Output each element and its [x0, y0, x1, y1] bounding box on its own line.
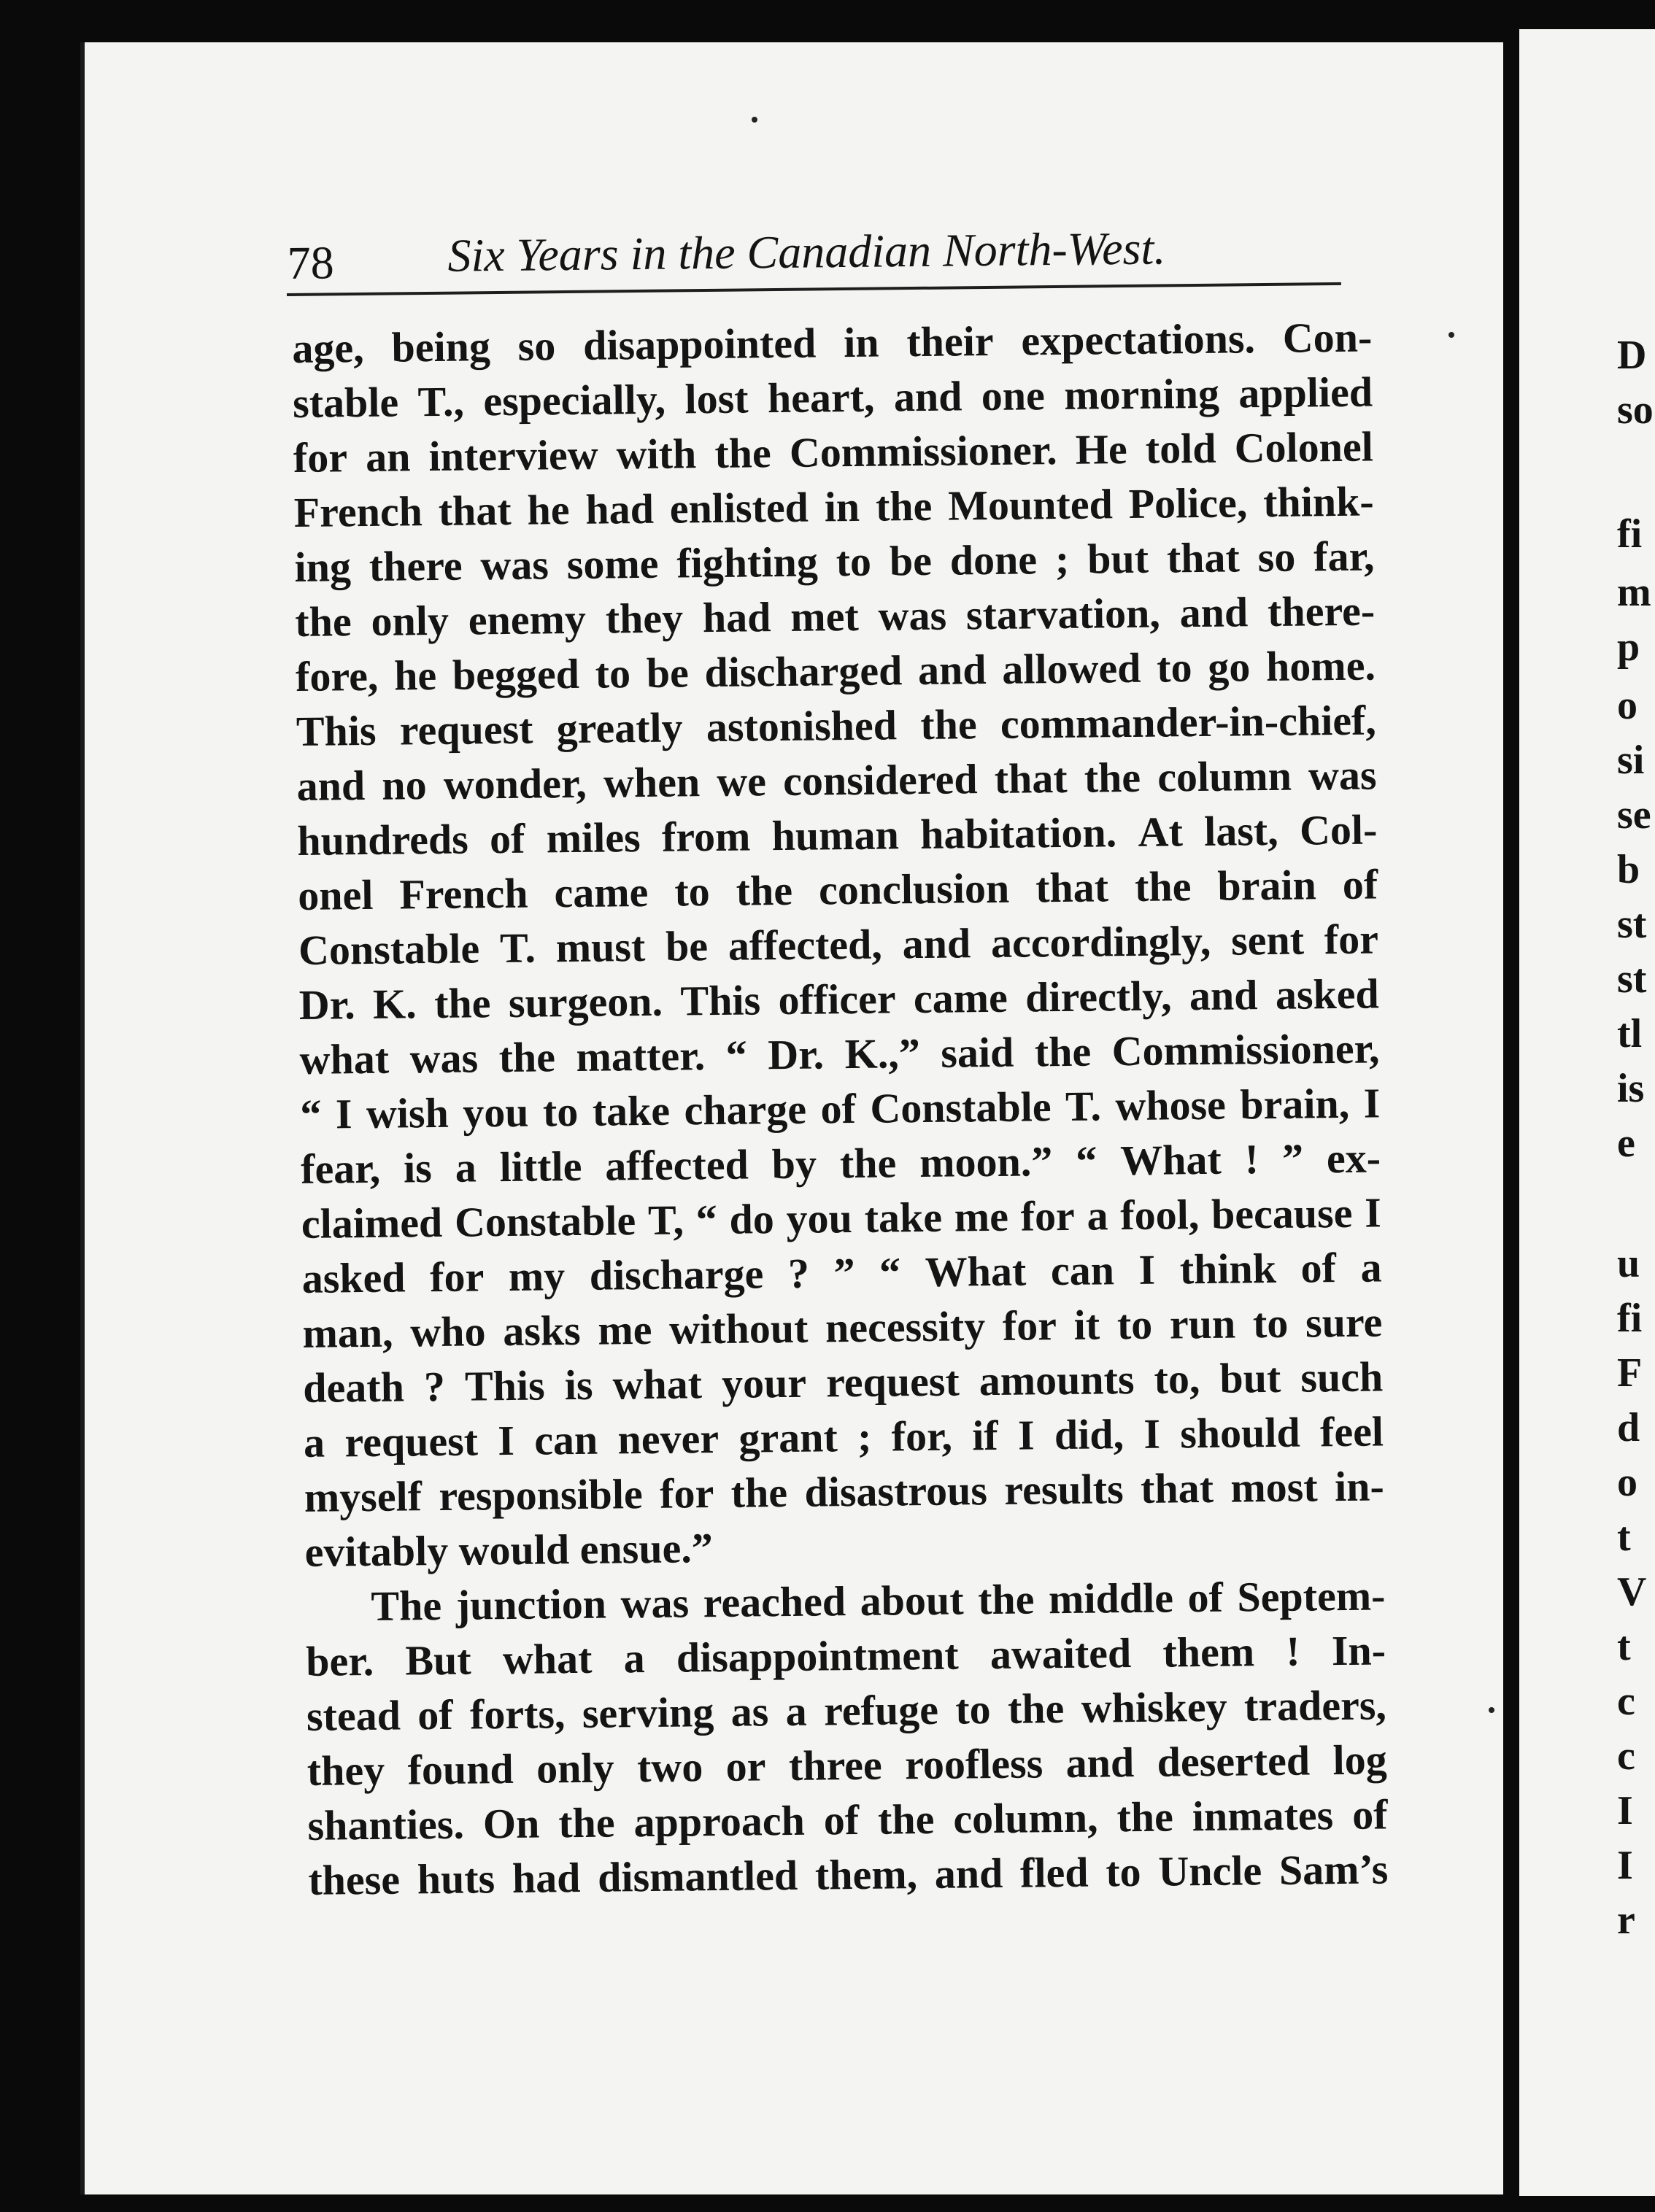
text-line: fore, he begged to be discharged and allowed to go home. [295, 641, 1376, 700]
facing-page-letter: u [1617, 1241, 1640, 1286]
book-gutter [1503, 22, 1519, 2181]
facing-page-letter: is [1617, 1066, 1645, 1111]
text-line: The junction was reached about the middle of Septem- [371, 1571, 1386, 1630]
text-line: myself responsible for the disastrous results that most in- [304, 1462, 1385, 1521]
print-speck [1489, 1707, 1494, 1713]
text-line: French that he had enlisted in the Mounted Police, think- [293, 477, 1374, 536]
text-line: This request greatly astonished the commander-in-chief, [296, 696, 1377, 755]
facing-page-letter: t [1617, 1624, 1631, 1669]
print-speck [1448, 332, 1454, 338]
text-line: claimed Constable T, “ do you take me for a fool, because I [301, 1188, 1382, 1248]
facing-page-letter: tl [1617, 1011, 1643, 1056]
page-number: 78 [287, 236, 334, 289]
facing-page-letter: se [1617, 792, 1651, 838]
facing-page-letter: c [1617, 1733, 1635, 1779]
facing-page-letter: o [1617, 683, 1637, 728]
facing-page-letter: c [1617, 1679, 1635, 1724]
text-line: “ I wish you to take charge of Constable T. whose brain, I [300, 1079, 1381, 1138]
facing-page-letter: o [1617, 1460, 1637, 1505]
facing-page-letter: m [1617, 570, 1651, 615]
facing-page-letter: si [1617, 738, 1645, 783]
text-line: Dr. K. the surgeon. This officer came directly, and asked [298, 970, 1380, 1029]
text-line: onel French came to the conclusion that the brain of [297, 860, 1378, 919]
text-line: asked for my discharge ? ” “ What can I think of a [301, 1243, 1382, 1302]
facing-page-letter: d [1617, 1405, 1640, 1450]
text-line: fear, is a little affected by the moon.” “ What ! ” ex- [300, 1134, 1381, 1193]
facing-page-letter: b [1617, 847, 1640, 892]
text-line: stead of forts, serving as a refuge to the whiskey traders, [306, 1681, 1387, 1740]
running-title: Six Years in the Canadian North-West. [447, 222, 1166, 282]
text-line: shanties. On the approach of the column, the inmates of [307, 1790, 1388, 1849]
facing-page-letter: F [1617, 1350, 1643, 1396]
text-line: man, who asks me without necessity for it to run to sure [302, 1298, 1383, 1357]
facing-page-letter: st [1617, 902, 1647, 947]
facing-page-letter: r [1617, 1898, 1635, 1943]
text-line: stable T., especially, lost heart, and one morning applied [292, 368, 1373, 427]
facing-page-letter: V [1617, 1569, 1647, 1614]
text-line: and no wonder, when we considered that the column was [296, 751, 1377, 810]
text-line: they found only two or three roofless and deserted log [306, 1736, 1387, 1795]
print-speck [752, 117, 757, 123]
facing-page-letter: p [1617, 624, 1640, 670]
facing-page-letter: fi [1617, 511, 1643, 557]
text-line: the only enemy they had met was starvation, and there- [294, 587, 1376, 646]
body-text [292, 310, 1389, 1908]
text-line: evitably would ensue.” [304, 1524, 714, 1576]
facing-page-letter: st [1617, 956, 1647, 1002]
text-line: ber. But what a disappointment awaited them ! In- [305, 1626, 1386, 1685]
text-line: Constable T. must be affected, and accordingly, sent for [298, 915, 1379, 974]
text-line: death ? This is what your request amounts to, but such [302, 1353, 1384, 1412]
facing-page-letter: fi [1617, 1296, 1643, 1341]
text-line: age, being so disappointed in their expectations. Con- [292, 313, 1373, 372]
facing-page-letter: D [1617, 333, 1647, 378]
text-line: hundreds of miles from human habitation. At last, Col- [297, 805, 1378, 865]
text-line: for an interview with the Commissioner. He told Colonel [293, 422, 1374, 482]
text-line: ing there was some fighting to be done ; but that so far, [294, 532, 1375, 591]
facing-page-letter: I [1617, 1788, 1633, 1833]
text-line: these huts had dismantled them, and fled to Uncle Sam’s [308, 1845, 1389, 1904]
text-line: a request I can never grant ; for, if I did, I should feel [303, 1407, 1384, 1466]
text-line: what was the matter. “ Dr. K.,” said the Commissioner, [299, 1024, 1380, 1083]
facing-page-letter: I [1617, 1843, 1633, 1888]
facing-page-letter: e [1617, 1121, 1635, 1166]
facing-page-letter: so [1617, 387, 1654, 433]
facing-page-letter: t [1617, 1515, 1631, 1560]
